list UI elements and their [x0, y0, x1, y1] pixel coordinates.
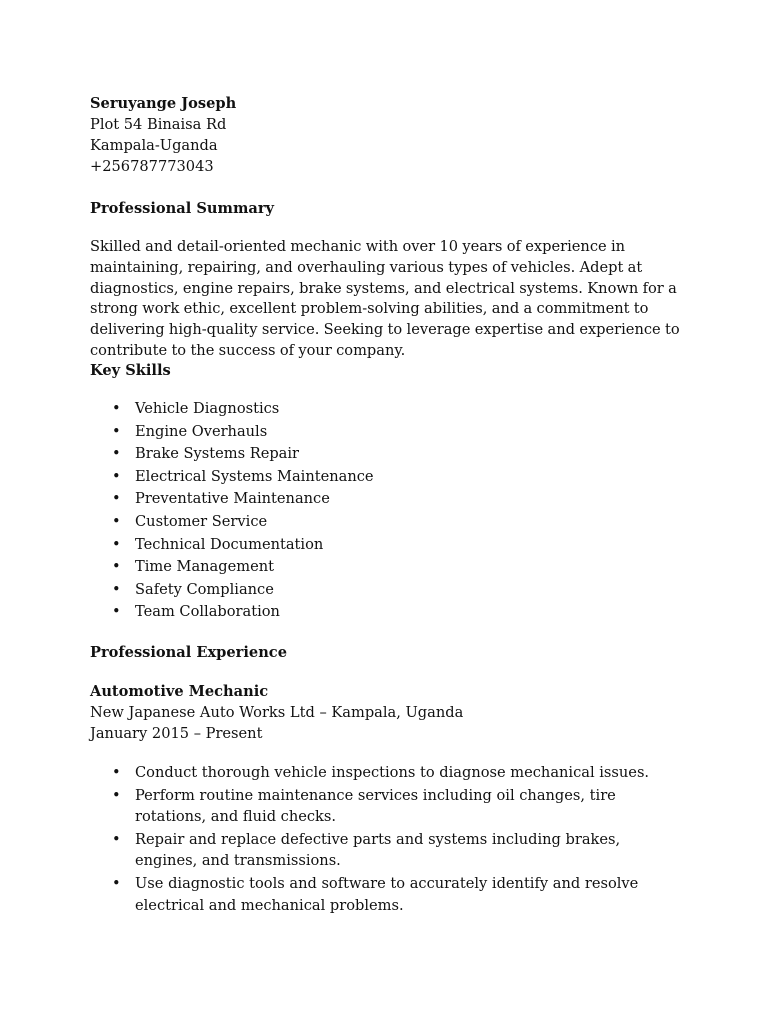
skills-list: [90, 398, 374, 624]
skill-item: [90, 601, 374, 624]
bullet-icon: •: [112, 467, 121, 485]
company-location: New Japanese Auto Works Ltd – Kampala, Uganda: [90, 704, 464, 721]
bullet-icon: •: [112, 580, 121, 598]
skill-item: [90, 443, 374, 466]
address-line-1: Plot 54 Binaisa Rd: [90, 116, 227, 133]
skill-label: Vehicle Diagnostics: [135, 400, 280, 417]
duty-item: [90, 762, 680, 784]
bullet-icon: •: [112, 603, 121, 621]
bullet-icon: •: [112, 558, 121, 576]
job-title: Automotive Mechanic: [90, 683, 269, 700]
skill-item: [90, 421, 374, 444]
skill-item: [90, 466, 374, 489]
bullet-icon: •: [112, 535, 121, 553]
skill-item: [90, 534, 374, 557]
bullet-icon: •: [112, 874, 121, 892]
summary-heading: Professional Summary: [90, 200, 275, 217]
skill-item: [90, 556, 374, 579]
duty-item: [90, 829, 680, 872]
skills-heading: Key Skills: [90, 362, 171, 379]
skill-label: Customer Service: [135, 512, 268, 530]
skill-label: Safety Compliance: [135, 580, 274, 598]
duty-item: [90, 873, 680, 916]
bullet-icon: •: [112, 490, 121, 508]
summary-text: Skilled and detail-oriented mechanic with over 10 years of experience in maintaining, repairing, and overhauling various types of vehicles. Adept at diagnostics, engine repairs, brake systems, and electrical systems. Known for a strong work ethic, excellent problem-solving abilities, and a commitment to delivering high-quality service. Seeking to leverage expertise and experience to contribute to the success of your company.: [90, 238, 680, 359]
skill-label: Technical Documentation: [135, 535, 324, 553]
bullet-icon: •: [112, 786, 121, 804]
duty-text: Repair and replace defective parts and systems including brakes, engines, and transmissions.: [135, 830, 621, 870]
duties-list: [90, 762, 680, 917]
skill-label: Engine Overhauls: [135, 422, 268, 440]
skill-label: Preventative Maintenance: [135, 490, 330, 508]
skill-label: Brake Systems Repair: [135, 445, 300, 463]
bullet-icon: •: [112, 830, 121, 848]
phone-number: +256787773043: [90, 158, 214, 175]
experience-heading: Professional Experience: [90, 644, 287, 661]
duty-text: Conduct thorough vehicle inspections to diagnose mechanical issues.: [135, 764, 650, 781]
skill-label: Team Collaboration: [135, 603, 280, 621]
skill-label: Time Management: [135, 558, 274, 576]
employment-dates: January 2015 – Present: [90, 725, 263, 742]
skill-item: [90, 579, 374, 602]
duty-text: Use diagnostic tools and software to accurately identify and resolve electrical and mechanical problems.: [135, 874, 639, 914]
bullet-icon: •: [112, 400, 121, 417]
bullet-icon: •: [112, 445, 121, 463]
skill-item: [90, 511, 374, 534]
duty-text: Perform routine maintenance services including oil changes, tire rotations, and fluid checks.: [135, 786, 616, 826]
address-line-2: Kampala-Uganda: [90, 137, 218, 154]
bullet-icon: •: [112, 764, 121, 781]
skill-label: Electrical Systems Maintenance: [135, 467, 374, 485]
skill-item: [90, 398, 374, 421]
applicant-name: Seruyange Joseph: [90, 95, 237, 112]
skill-item: [90, 488, 374, 511]
bullet-icon: •: [112, 512, 121, 530]
duty-item: [90, 785, 680, 828]
bullet-icon: •: [112, 422, 121, 440]
